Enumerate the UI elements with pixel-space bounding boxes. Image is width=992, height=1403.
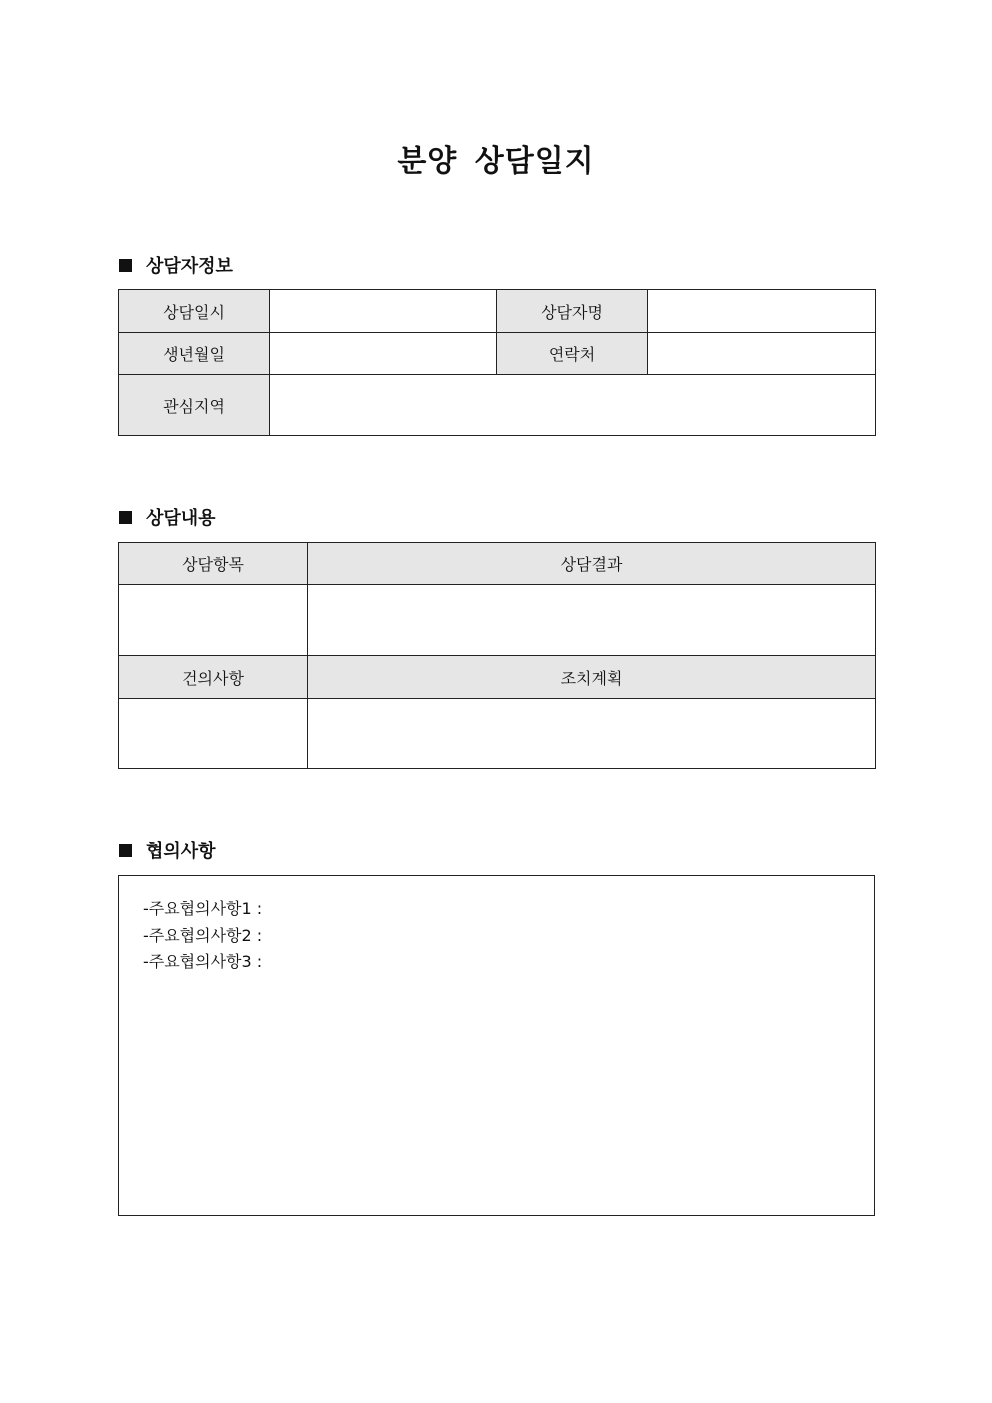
counselor-name-field[interactable] — [648, 290, 876, 333]
region-of-interest-field[interactable] — [270, 375, 876, 436]
table-row — [119, 290, 876, 333]
consultation-result-field[interactable] — [308, 585, 876, 656]
counselee-info-table — [118, 289, 876, 436]
square-bullet-icon — [119, 511, 132, 524]
counselor-name-label: 상담자명 — [497, 290, 648, 333]
action-plan-field[interactable] — [308, 699, 876, 769]
consultation-item-label: 상담항목 — [119, 543, 308, 585]
page-title: 분양 상담일지 — [397, 144, 595, 179]
birth-date-label: 생년월일 — [119, 333, 270, 375]
table-row — [119, 543, 876, 585]
table-row — [119, 585, 876, 656]
birth-date-field[interactable] — [270, 333, 497, 375]
agreements-list — [143, 896, 262, 976]
square-bullet-icon — [119, 259, 132, 272]
region-of-interest-label: 관심지역 — [119, 375, 270, 436]
contact-field[interactable] — [648, 333, 876, 375]
suggestion-label: 건의사항 — [119, 656, 308, 699]
agreements-box[interactable] — [118, 875, 875, 1216]
list-item: -주요협의사항1 : — [143, 899, 263, 918]
section-heading-label: 상담자정보 — [146, 256, 233, 277]
consultation-result-label: 상담결과 — [308, 543, 876, 585]
list-item: -주요협의사항3 : — [143, 952, 263, 971]
section-heading-agreements — [119, 838, 216, 862]
section-heading-label: 상담내용 — [146, 508, 216, 529]
section-heading-counselee-info — [119, 253, 233, 277]
table-row — [119, 656, 876, 699]
section-heading-label: 협의사항 — [146, 841, 216, 862]
action-plan-label: 조치계획 — [308, 656, 876, 699]
list-item: -주요협의사항2 : — [143, 925, 263, 945]
table-row — [119, 375, 876, 436]
date-label: 상담일시 — [119, 290, 270, 333]
table-row — [119, 699, 876, 769]
square-bullet-icon — [119, 844, 132, 857]
contact-label: 연락처 — [497, 333, 648, 375]
suggestion-field[interactable] — [119, 699, 308, 769]
table-row — [119, 333, 876, 375]
date-field[interactable] — [270, 290, 497, 333]
section-heading-consultation — [119, 505, 216, 529]
consultation-table — [118, 542, 876, 769]
consultation-item-field[interactable] — [119, 585, 308, 656]
